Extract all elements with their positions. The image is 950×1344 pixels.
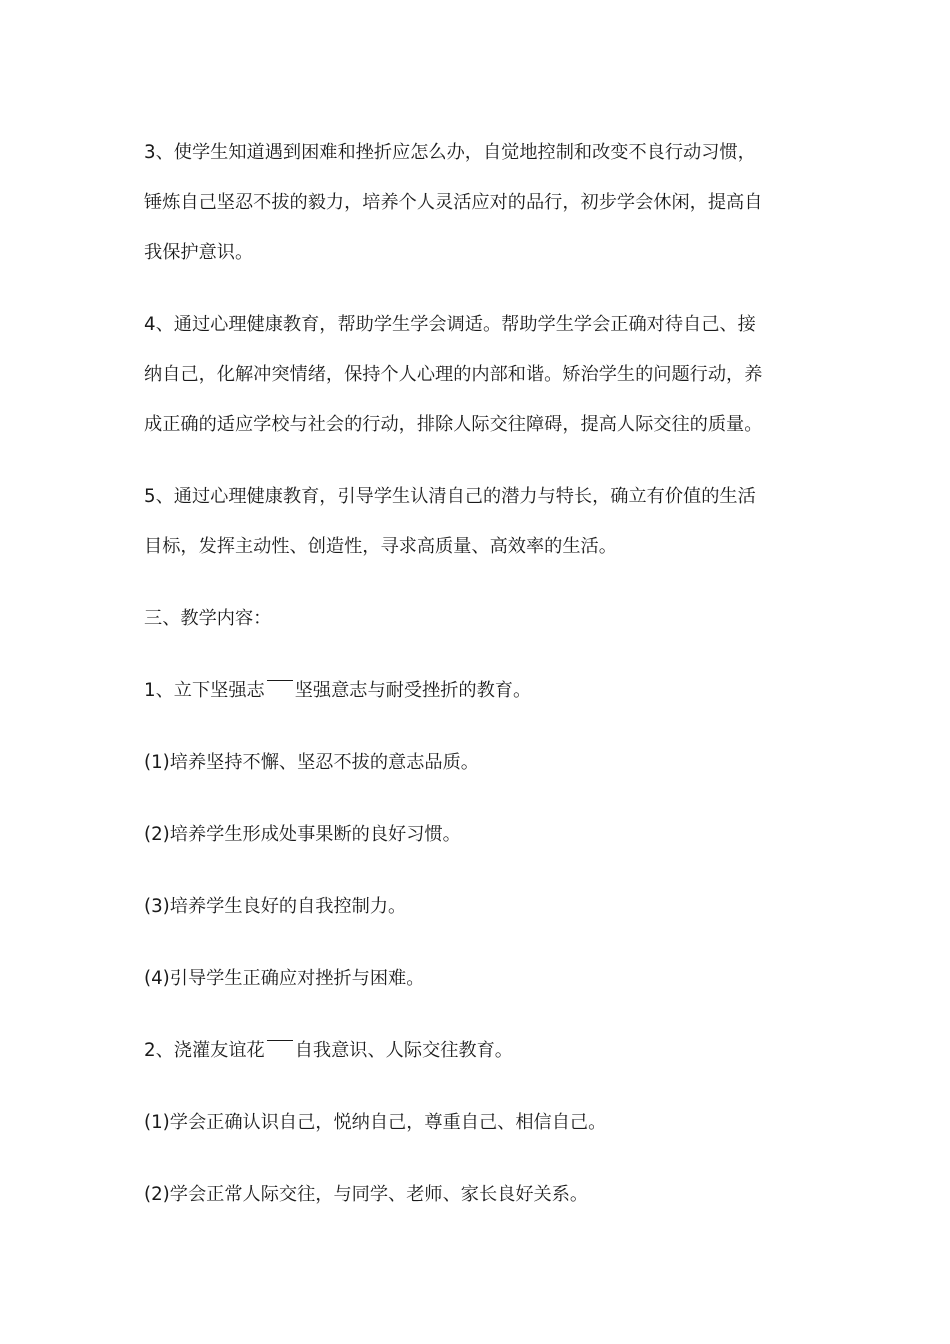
topic-heading-line xyxy=(144,666,812,716)
em-dash-separator xyxy=(267,680,293,697)
section-heading-text: 三、教学内容： xyxy=(144,608,272,629)
topic-1-item-1 xyxy=(144,738,812,788)
topic-title: 2、浇灌友谊花 xyxy=(144,1040,265,1061)
topic-title: 1、立下坚强志 xyxy=(144,680,265,701)
topic-1-item-4 xyxy=(144,954,812,1004)
topic-1-item-3 xyxy=(144,882,812,932)
topic-heading-line xyxy=(144,1026,812,1076)
em-dash-separator xyxy=(267,1040,293,1057)
text-line: 纳自己，化解冲突情绪，保持个人心理的内部和谐。矫治学生的问题行动，养 xyxy=(144,364,763,385)
topic-2-heading xyxy=(144,1026,812,1076)
text-line: (2)学会正常人际交往，与同学、老师、家长良好关系。 xyxy=(144,1184,589,1205)
topic-2-item-2 xyxy=(144,1170,812,1220)
paragraph-objective-4 xyxy=(144,300,812,450)
text-line: (1)学会正确认识自己，悦纳自己，尊重自己、相信自己。 xyxy=(144,1112,607,1133)
text-line: 目标，发挥主动性、创造性，寻求高质量、高效率的生活。 xyxy=(144,536,617,557)
section-heading-teaching-content xyxy=(144,594,812,644)
text-line: (3)培养学生良好的自我控制力。 xyxy=(144,896,407,917)
topic-1-heading xyxy=(144,666,812,716)
document-body xyxy=(144,128,812,1242)
text-line: 4、通过心理健康教育，帮助学生学会调适。帮助学生学会正确对待自己、接 xyxy=(144,314,756,335)
paragraph-objective-3 xyxy=(144,128,812,278)
text-line: (4)引导学生正确应对挫折与困难。 xyxy=(144,968,425,989)
text-line: 我保护意识。 xyxy=(144,242,254,263)
topic-2-item-1 xyxy=(144,1098,812,1148)
topic-subtitle: 自我意识、人际交往教育。 xyxy=(294,1040,513,1061)
text-line: (2)培养学生形成处事果断的良好习惯。 xyxy=(144,824,461,845)
text-line: (1)培养坚持不懈、坚忍不拔的意志品质。 xyxy=(144,752,479,773)
topic-1-item-2 xyxy=(144,810,812,860)
text-line: 5、通过心理健康教育，引导学生认清自己的潜力与特长，确立有价值的生活 xyxy=(144,486,756,507)
text-line: 3、使学生知道遇到困难和挫折应怎么办，自觉地控制和改变不良行动习惯， xyxy=(144,142,756,163)
text-line: 锤炼自己坚忍不拔的毅力，培养个人灵活应对的品行，初步学会休闲，提高自 xyxy=(144,192,763,213)
text-line: 成正确的适应学校与社会的行动，排除人际交往障碍，提高人际交往的质量。 xyxy=(144,414,763,435)
topic-subtitle: 坚强意志与耐受挫折的教育。 xyxy=(294,680,532,701)
paragraph-objective-5 xyxy=(144,472,812,572)
